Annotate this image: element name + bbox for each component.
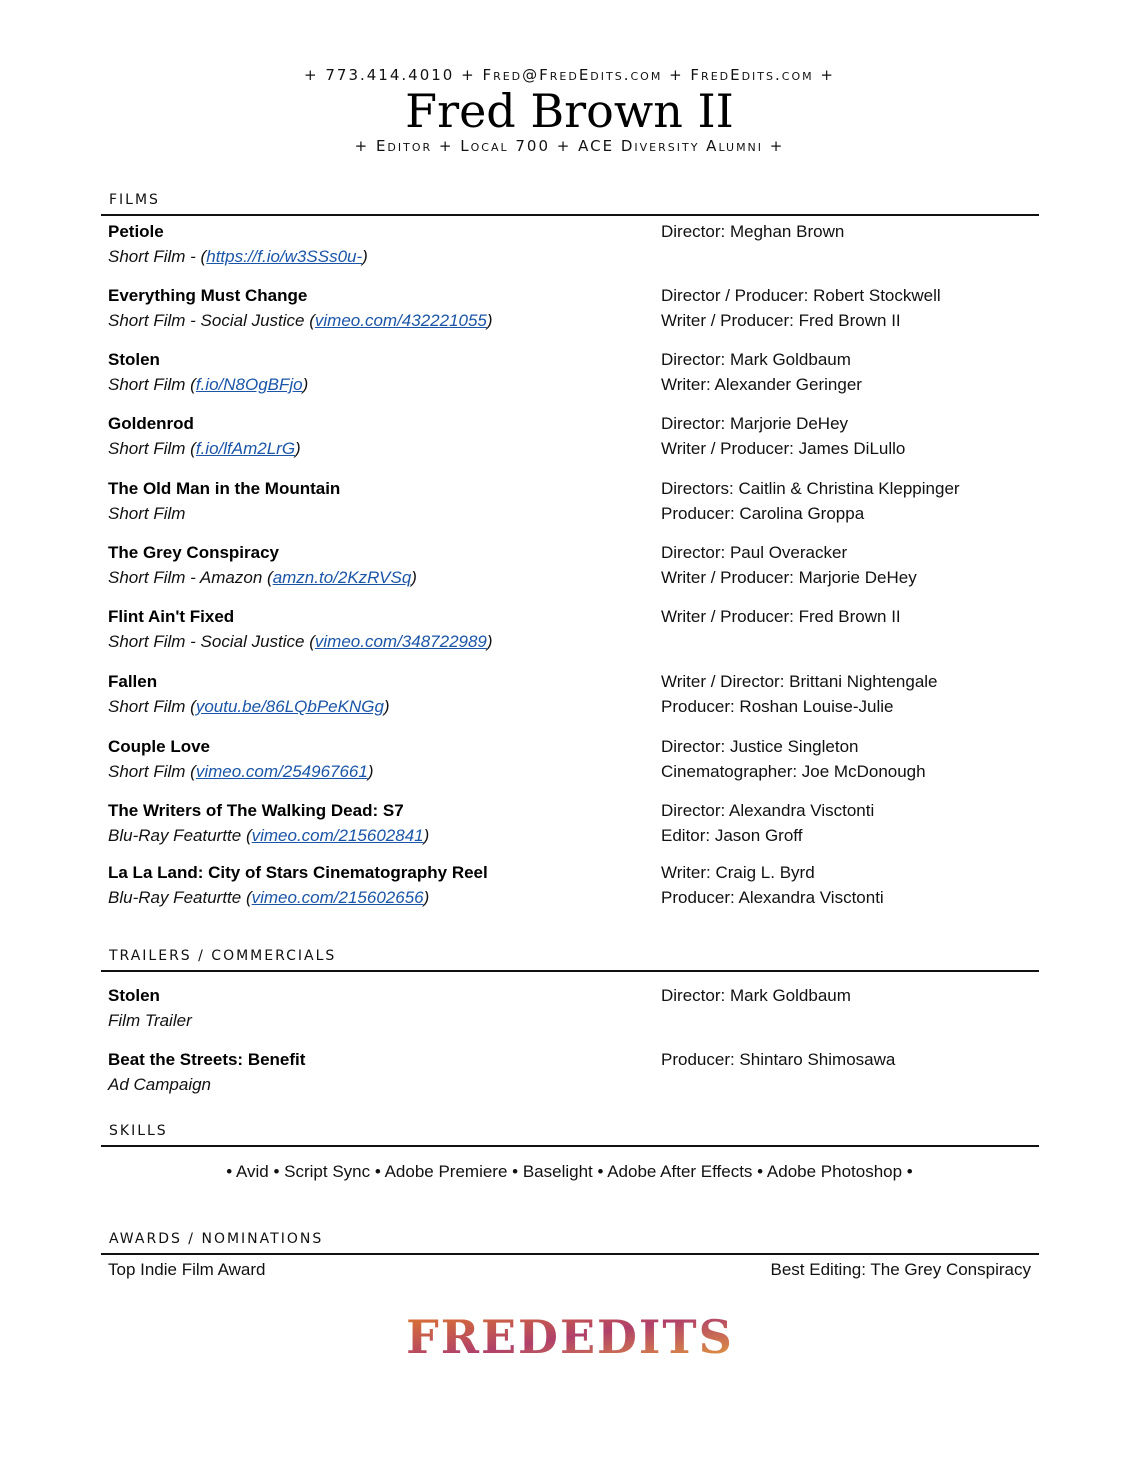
credit-entry [108,479,1038,529]
credit-line-1: Directors: Caitlin & Christina Kleppinger [661,479,960,498]
project-link[interactable]: vimeo.com/215602656 [251,888,424,907]
project-title: Stolen [108,350,160,369]
credit-line-1: Director: Marjorie DeHey [661,414,849,433]
credit-entry [108,414,1038,464]
project-type-text: Short Film - Amazon ( [108,568,273,587]
credit-line-1: Director: Justice Singleton [661,737,859,756]
project-type-text: Short Film [108,504,186,523]
project-title: The Old Man in the Mountain [108,479,341,498]
credit-line-2: Writer: Alexander Geringer [661,375,862,394]
project-title: Petiole [108,222,164,241]
project-type-close: ) [423,888,430,907]
logo-wordmark [400,1308,740,1364]
credit-line-1: Producer: Shintaro Shimosawa [661,1050,896,1069]
credit-line-1: Director: Paul Overacker [661,543,848,562]
credit-entry [108,607,1038,657]
credit-line-2: Writer / Producer: James DiLullo [661,439,906,458]
project-type [108,504,185,524]
section-title-skills: SKILLS [109,1123,168,1139]
project-type-close: ) [362,247,368,266]
award-name: Top Indie Film Award [108,1260,266,1279]
project-link[interactable]: vimeo.com/215602841 [251,826,424,845]
project-type-text: Film Trailer [108,1011,192,1030]
project-type [108,439,301,459]
project-title: Beat the Streets: Benefit [108,1050,306,1069]
project-link[interactable]: amzn.to/2KzRVSq [272,568,412,587]
credit-entry [108,222,1038,272]
project-type [108,888,429,908]
project-type-close: ) [423,826,430,845]
credit-line-1: Writer / Director: Brittani Nightengale [661,672,938,691]
skills-list: • Avid • Script Sync • Adobe Premiere • Baselight • Adobe After Effects • Adobe Photoshop • [226,1162,913,1181]
credit-entry [108,1050,1038,1100]
credit-line-2: Writer / Producer: Marjorie DeHey [661,568,917,587]
project-type-text: Short Film - Social Justice ( [108,632,315,651]
section-title-trailers: TRAILERS / COMMERCIALS [109,948,337,964]
project-type-text: Ad Campaign [108,1075,212,1094]
credit-line-2: Producer: Roshan Louise-Julie [661,697,894,716]
section-title-films: FILMS [109,192,160,208]
credit-entry [108,543,1038,593]
fredits-logo [0,1308,1139,1369]
project-link[interactable]: youtu.be/86LQbPeKNGg [195,697,384,716]
project-type-close: ) [486,632,493,651]
project-type-text: Short Film ( [108,762,196,781]
credit-line-1: Director: Mark Goldbaum [661,350,851,369]
project-type-text: Blu-Ray Featurtte ( [108,888,252,907]
credit-entry [108,350,1038,400]
section-header-trailers [101,948,1039,972]
project-title: La La Land: City of Stars Cinematography Reel [108,863,488,882]
credit-entry [108,863,1038,913]
credit-line-1: Director: Meghan Brown [661,222,845,241]
project-type [108,697,390,717]
project-type-close: ) [486,311,493,330]
logo-text: FREDEDITS [405,1310,734,1364]
credit-line-1: Writer / Producer: Fred Brown II [661,607,901,626]
project-type-text: Short Film - Social Justice ( [108,311,315,330]
project-type-close: ) [383,697,390,716]
project-type [108,826,429,846]
project-type-close: ) [295,439,301,458]
award-category: Best Editing: The Grey Conspiracy [770,1260,1031,1279]
credit-line-2: Editor: Jason Groff [661,826,803,845]
project-title: Flint Ain't Fixed [108,607,235,626]
credit-entry [108,801,1038,851]
project-type-text: Short Film - ( [108,247,207,266]
project-type-text: Short Film ( [108,375,196,394]
project-type [108,375,308,395]
section-header-awards [101,1231,1039,1255]
project-type [108,1011,192,1031]
project-link[interactable]: vimeo.com/348722989 [314,632,487,651]
project-type [108,762,374,782]
project-link[interactable]: f.io/lfAm2LrG [195,439,296,458]
tagline: + Editor + Local 700 + ACE Diversity Alumni + [354,137,785,155]
project-title: The Grey Conspiracy [108,543,280,562]
project-title: Goldenrod [108,414,194,433]
credit-line-2: Cinematographer: Joe McDonough [661,762,926,781]
project-link[interactable]: vimeo.com/432221055 [314,311,487,330]
project-type [108,1075,211,1095]
project-link[interactable]: vimeo.com/254967661 [195,762,368,781]
project-type-close: ) [411,568,417,587]
project-type-close: ) [367,762,374,781]
credit-entry [108,986,1038,1036]
credit-line-2: Producer: Carolina Groppa [661,504,865,523]
credit-line-1: Director / Producer: Robert Stockwell [661,286,941,305]
credit-line-1: Director: Mark Goldbaum [661,986,851,1005]
project-title: Couple Love [108,737,211,756]
applicant-name: Fred Brown II [405,84,734,138]
section-header-skills [101,1123,1039,1147]
project-type [108,632,493,652]
project-title: The Writers of The Walking Dead: S7 [108,801,404,820]
project-type-text: Blu-Ray Featurtte ( [108,826,252,845]
credit-line-1: Writer: Craig L. Byrd [661,863,815,882]
project-type [108,568,417,588]
section-header-films [101,192,1039,216]
project-title: Everything Must Change [108,286,308,305]
credit-entry [108,286,1038,336]
section-title-awards: AWARDS / NOMINATIONS [109,1231,324,1247]
credit-line-2: Producer: Alexandra Visctonti [661,888,884,907]
project-link[interactable]: https://f.io/w3SSs0u- [206,247,363,266]
credit-line-1: Director: Alexandra Visctonti [661,801,875,820]
credit-entry [108,672,1038,722]
project-title: Stolen [108,986,160,1005]
project-title: Fallen [108,672,158,691]
project-type-text: Short Film ( [108,439,196,458]
credit-entry [108,737,1038,787]
contact-line: + 773.414.4010 + Fred@FredEdits.com + FredEdits.com + [304,66,835,84]
credit-line-2: Writer / Producer: Fred Brown II [661,311,901,330]
project-type [108,311,493,331]
project-type-text: Short Film ( [108,697,196,716]
project-type [108,247,368,267]
project-link[interactable]: f.io/N8OgBFjo [195,375,303,394]
project-type-close: ) [302,375,309,394]
